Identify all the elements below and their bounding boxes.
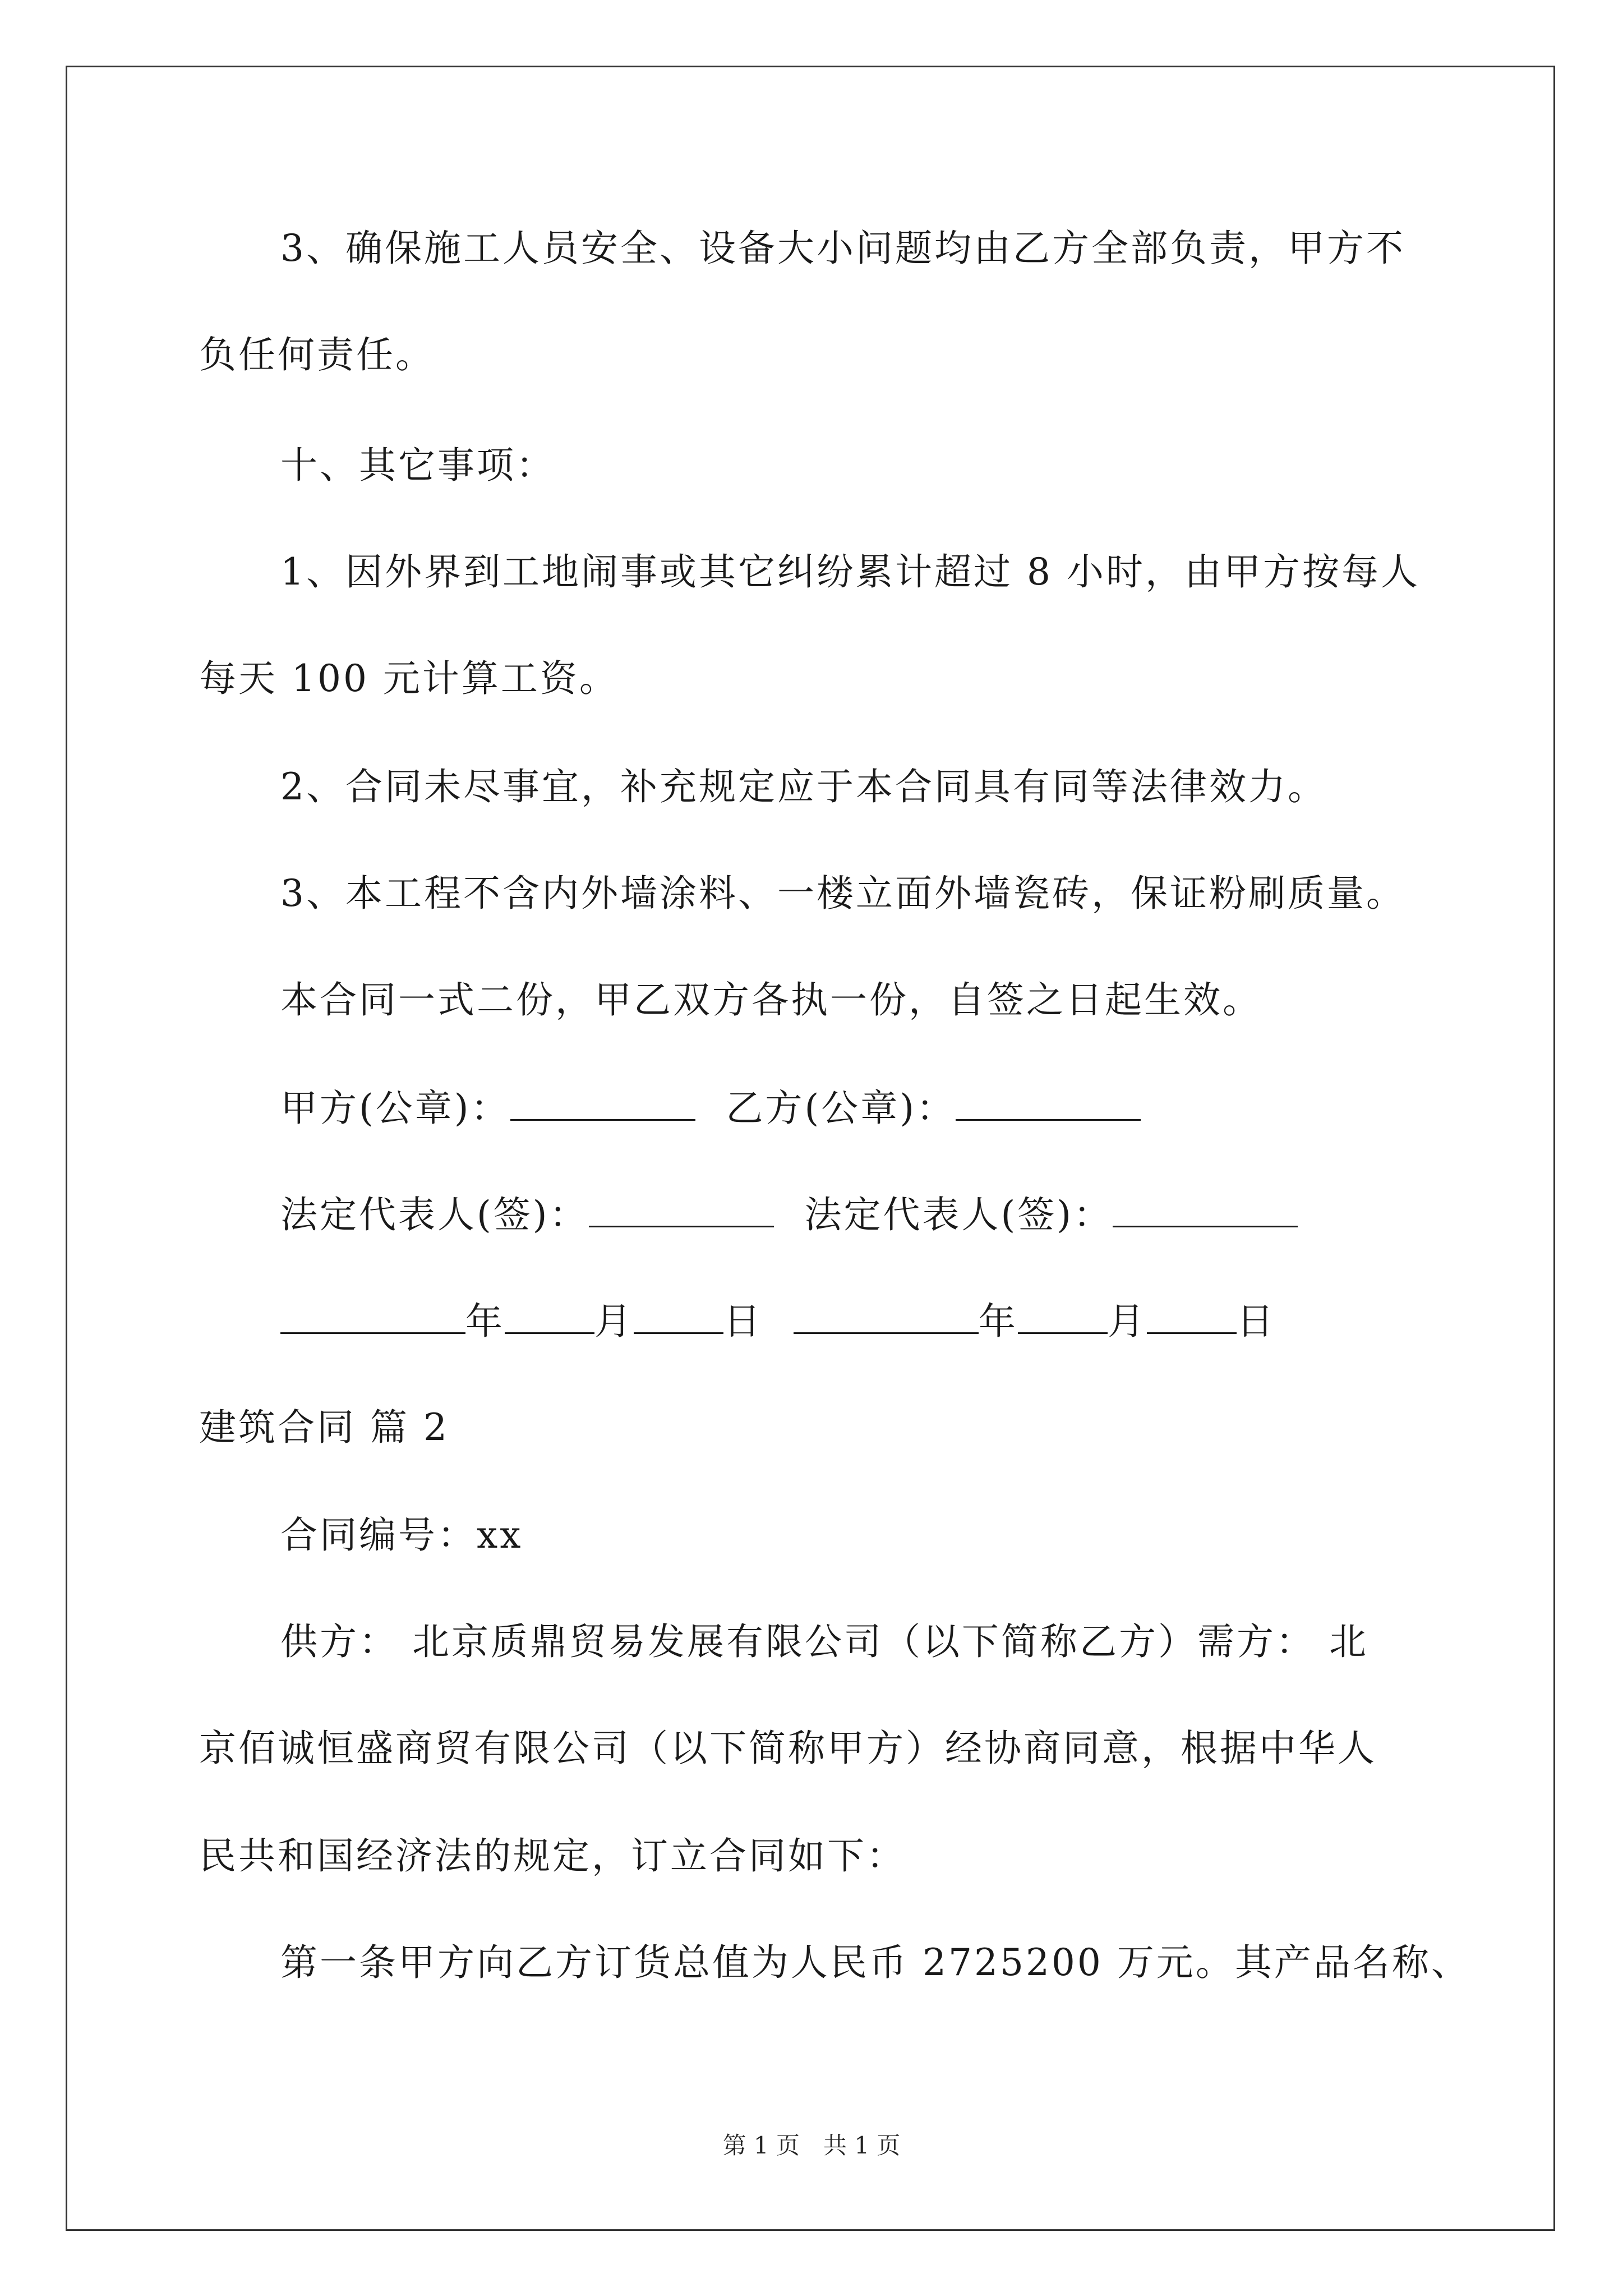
year-blank (280, 1299, 465, 1334)
text-line: 负任何责任。 (199, 333, 435, 376)
signature-seal-line (280, 1085, 1141, 1131)
text-line: 民共和国经济法的规定，订立合同如下： (199, 1834, 906, 1878)
signature-rep-line (280, 1192, 1298, 1237)
rep-b-label: 法定代表人(签)： (804, 1193, 1113, 1236)
text-line: 京佰诚恒盛商贸有限公司（以下简称甲方）经协商同意，根据中华人 (199, 1727, 1377, 1770)
text-line: 3、本工程不含内外墙涂料、一楼立面外墙瓷砖，保证粉刷质量。 (280, 872, 1405, 915)
month-blank (1018, 1299, 1108, 1334)
text-line: 供方： 北京质鼎贸易发展有限公司（以下简称乙方）需方： 北 (280, 1620, 1368, 1663)
day-blank (1147, 1299, 1237, 1334)
day-label: 日 (1236, 1300, 1276, 1343)
year-blank (794, 1299, 979, 1334)
section-title: 建筑合同 篇 2 (199, 1406, 449, 1449)
text-line: 每天 100 元计算工资。 (199, 657, 619, 700)
day-label: 日 (723, 1300, 763, 1343)
page-footer: 第 1 页 共 1 页 (722, 2132, 901, 2159)
month-blank (505, 1299, 594, 1334)
year-label: 年 (465, 1300, 505, 1343)
text-line: 本合同一式二份，甲乙双方各执一份，自签之日起生效。 (280, 978, 1262, 1022)
month-label: 月 (594, 1300, 634, 1343)
rep-b-blank (1113, 1192, 1298, 1227)
contract-number: 合同编号：xx (280, 1513, 523, 1557)
party-a-seal-blank (510, 1085, 695, 1121)
rep-a-blank (589, 1192, 774, 1227)
party-b-seal-label: 乙方(公章)： (726, 1087, 956, 1130)
month-label: 月 (1107, 1300, 1147, 1343)
year-label: 年 (978, 1300, 1018, 1343)
rep-a-label: 法定代表人(签)： (280, 1193, 589, 1236)
day-blank (634, 1299, 723, 1334)
text-line: 2、合同未尽事宜，补充规定应于本合同具有同等法律效力。 (280, 765, 1327, 808)
date-line (280, 1299, 1276, 1344)
party-b-seal-blank (956, 1085, 1141, 1121)
text-line: 3、确保施工人员安全、设备大小问题均由乙方全部负责，甲方不 (280, 227, 1405, 270)
text-line: 第一条甲方向乙方订货总值为人民币 2725200 万元。其产品名称、 (280, 1941, 1470, 1984)
party-a-seal-label: 甲方(公章)： (280, 1087, 510, 1130)
text-line: 1、因外界到工地闹事或其它纠纷累计超过 8 小时，由甲方按每人 (280, 550, 1420, 593)
section-heading: 十、其它事项： (280, 444, 555, 487)
page-border (66, 66, 1555, 2231)
